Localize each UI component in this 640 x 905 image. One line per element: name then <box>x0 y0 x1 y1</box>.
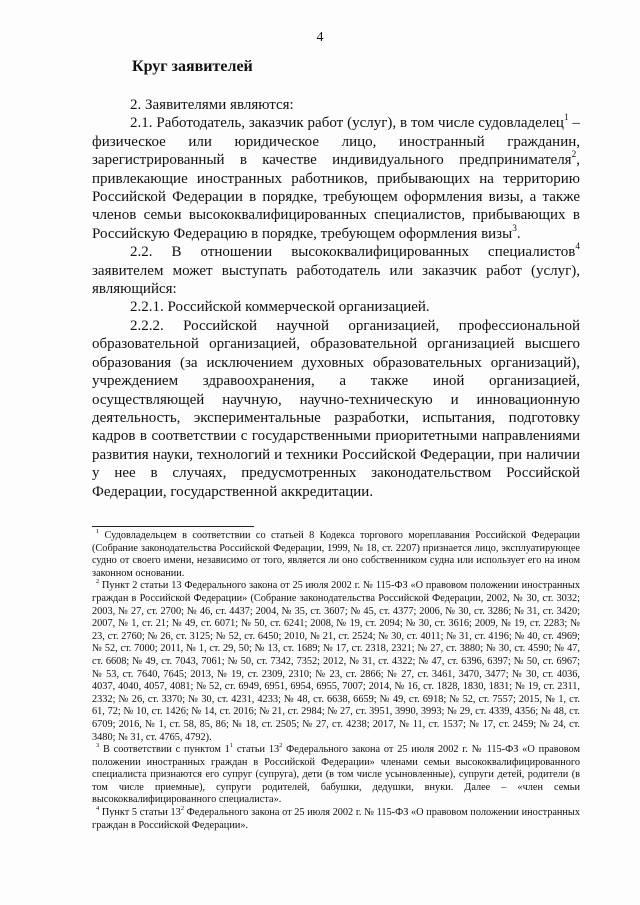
footnote-ref-2: 2 <box>571 150 577 161</box>
footnote-separator <box>92 526 254 527</box>
section-heading: Круг заявителей <box>132 58 253 75</box>
footnote-ref-3: 3 <box>512 223 517 234</box>
footnote-ref-4: 4 <box>575 242 580 253</box>
body-text <box>92 96 580 501</box>
footnote-1: $^1$ Судовладельцем в соответствии со статьей 8 Кодекса торгового мореплавания Российской Федерации (Собрание законодательства Российской Федерации, 1999, № 18, ст. 2207) признается лицо, эксплуатирующее судно от своего имени, независимо от того, является ли оно собственником судна или использует его на ином законном основании. <box>92 527 580 579</box>
paragraph-2-1: 2.1. Работодатель, заказчик работ (услуг), в том числе судовладелец$^1$ – физическое или юридическое лицо, иностранный гражданин, зарегистрированный в качестве индивидуального предпринимателя$^2$, привлекающие иностранных работников, прибывающих на территорию Российской Федерации в порядке, требующем оформления визы, а также членов семьи высококвалифицированных специалистов, прибывающих в Российскую Федерацию в порядке, требующем оформления визы$^3$. <box>92 113 581 242</box>
footnotes <box>92 527 580 832</box>
footnote-2: $^2$ Пункт 2 статьи 13 Федерального закона от 25 июля 2002 г. № 115-ФЗ «О правовом положении иностранных граждан в Российской Федерации» (Собрание законодательства Российской Федерации, 2002, № 30, ст. 3032; 2003, № 27, ст. 2700; № 46, ст. 4437; 2004, № 35, ст. 3607; № 45, ст. 4377; 2006, № 30, ст. 3286; № 31, ст. 3420; 2007, № 1, ст. 21; № 49, ст. 6071; № 50, ст. 6241; 2008, № 19, ст. 2094; № 30, ст. 3616; 2009, № 19, ст. 2283; № 23, ст. 2760; № 26, ст. 3125; № 52, ст. 6450; 2010, № 21, ст. 2524; № 30, ст. 4011; № 31, ст. 4196; № 40, ст. 4969; № 52, ст. 7000; 2011, № 1, ст. 29, 50; № 13, ст. 1689; № 17, ст. 2318, 2321; № 27, ст. 3880; № 30, ст. 4590; № 47, ст. 6608; № 49, ст. 7043, 7061; № 50, ст. 7342, 7352; 2012, № 31, ст. 4322; № 47, ст. 6396, 6397; № 50, ст. 6967; № 53, ст. 7640, 7645; 2013, № 19, ст. 2309, 2310; № 23, ст. 2866; № 27, ст. 3461, 3470, 3477; № 30, ст. 4036, 4037, 4040, 4057, 4081; № 52, ст. 6949, 6951, 6954, 6955, 7007; 2014, № 16, ст. 1828, 1830, 1831; № 19, ст. 2311, 2332; № 26, ст. 3370; № 30, ст. 4231, 4233; № 48, ст. 6638, 6659; № 49, ст. 6918; № 52, ст. 7557; 2015, № 1, ст. 61, 72; № 10, ст. 1426; № 14, ст. 2016; № 21, ст. 2984; № 27, ст. 3951, 3990, 3993; № 29, ст. 4339, 4356; № 48, ст. 6709; 2016, № 1, ст. 58, 85, 86; № 18, ст. 2505; № 27, ст. 4238; 2017, № 11, ст. 1537; № 17, ст. 2459; № 24, ст. 3480; № 31, ст. 4765, 4792). <box>92 578 580 743</box>
paragraph-2-2-1: 2.2.1. Российской коммерческой организацией. <box>130 299 430 316</box>
paragraph-2-2-2: 2.2.2. Российской научной организацией, профессиональной образовательной организацией, образовательной организацией высшего образования (за исключением духовных образовательных организаций), учреждением здравоохранения, а также иной организацией, осуществляющей научную, научно-техническую и инновационную деятельность, экспериментальные разработки, испытания, подготовку кадров в соответствии с государственными приоритетными направлениями развития науки, технологий и техники Российской Федерации, при наличии у нее в случаях, предусмотренных законодательством Российской Федерации, государственной аккредитации. <box>92 317 580 500</box>
page-number: 4 <box>316 30 324 45</box>
paragraph-2: 2. Заявителями являются: <box>130 97 294 113</box>
footnote-ref-1: 1 <box>563 113 569 124</box>
footnote-3: $^3$ В соответствии с пунктом $1^1$ статьи $13^2$ Федерального закона от 25 июля 2002 г. № 115-ФЗ «О правовом положении иностранных граждан в Российской Федерации» членами семьи высококвалифицированного специалиста признаются его супруг (супруга), дети (в том числе усыновленные), супруги детей, родители (в том числе приемные), супруги родителей, бабушки, дедушки, внуки. Далее – «член семьи высококвалифицированного специалиста». <box>92 742 580 806</box>
footnote-4: $^4$ Пункт 5 статьи $13^2$ Федерального закона от 25 июля 2002 г. № 115-ФЗ «О правовом положении иностранных граждан в Российской Федерации». <box>92 805 580 831</box>
paragraph-2-2: 2.2. В отношении высококвалифицированных специалистов$^4$ заявителем может выступать работодатель или заказчик работ (услуг), являющийся: <box>92 242 580 298</box>
